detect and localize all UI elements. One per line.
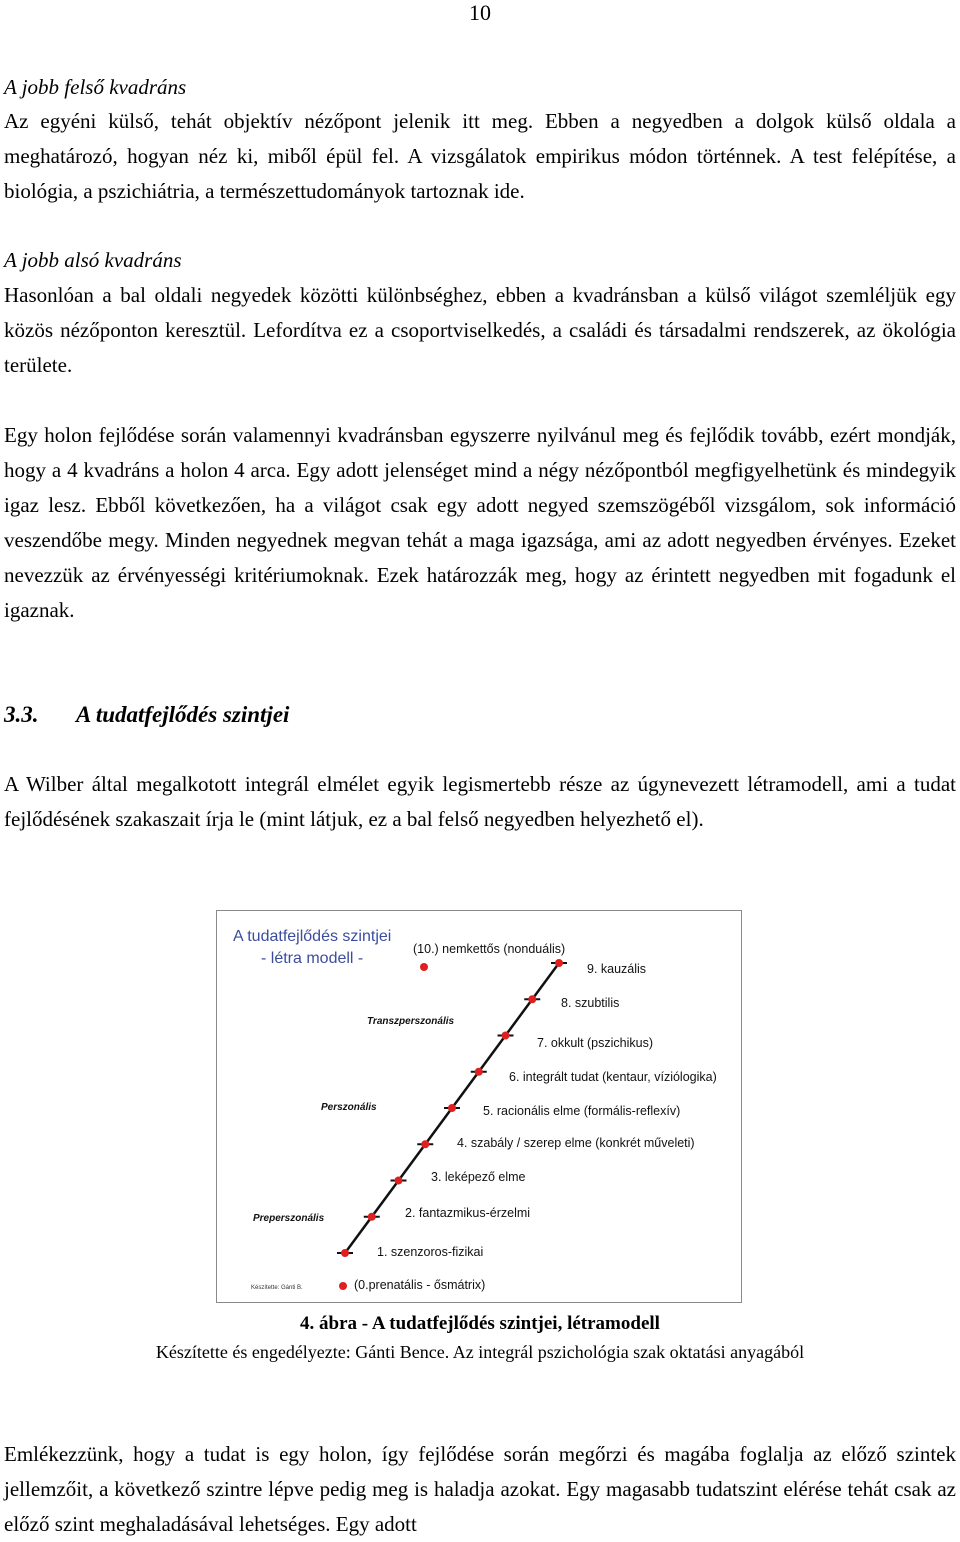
level-4-label: 4. szabály / szerep elme (konkrét műveleti) [457, 1136, 695, 1150]
figure-author-small: Készítette: Gánti B. [251, 1285, 303, 1291]
level-8-dot [528, 995, 536, 1003]
level-7-dot [502, 1032, 510, 1040]
figure-title-line1: A tudatfejlődés szintjei [233, 928, 392, 945]
level-2-dot [368, 1213, 376, 1221]
paragraph-lower-right: Hasonlóan a bal oldali negyedek közötti különbséghez, ebben a kvadránsban a külső világot szemléljük egy közös nézőponton keresztül. Lefordítva ez a csoportviselkedés, a családi és társadalmi rendszerek, az ökológia területe. [4, 283, 956, 377]
page-number: 10 [469, 0, 491, 25]
group-label-transpersonal: Transzperszonális [367, 1016, 455, 1027]
level-3-label: 3. leképező elme [431, 1170, 526, 1184]
group-label-personal: Perszonális [321, 1102, 377, 1113]
section-title: A tudatfejlődés szintjei [76, 702, 290, 727]
level-0-label: (0.prenatális - ősmátrix) [354, 1278, 486, 1292]
level-5-dot [448, 1104, 456, 1112]
paragraph-holon: Egy holon fejlődése során valamennyi kvadránsban egyszerre nyilvánul meg és fejlődik tovább, ezért mondják, hogy a 4 kvadráns a holon 4 arca. Egy adott jelenséget mind a négy nézőpontból megfigyelhetünk és mindegyik igaz lesz. Ebből következően, ha a világot csak egy adott negyed szemszögéből vizsgálom, sok információ veszendőbe megy. Minden negyednek megvan tehát a maga igazsága, ami az adott negyedben érvényes. Ezeket nevezzük az érvényességi kritériumoknak. Ezek határozzák meg, hogy az érintett negyedben mit fogadunk el igaznak. [4, 423, 956, 622]
level-9-label: 9. kauzális [587, 962, 647, 976]
paragraph-wilber: A Wilber által megalkotott integrál elmélet egyik legismertebb része az úgynevezett létramodell, ami a tudat fejlődésének szakaszait írja le (mint látjuk, ez a bal felső negyedben helyezhető el). [4, 772, 956, 831]
section-number: 3.3. [4, 702, 39, 727]
level-3-dot [395, 1177, 403, 1185]
level-1-label: 1. szenzoros-fizikai [377, 1245, 484, 1259]
ladder-model-diagram [217, 911, 741, 1302]
level-6-dot [475, 1068, 483, 1076]
level-4-dot [421, 1140, 429, 1148]
paragraph-upper-right: Az egyéni külső, tehát objektív nézőpont jelenik itt meg. Ebben a negyedben a dolgok külső oldala a meghatározó, hogyan néz ki, miből épül fel. A vizsgálatok empirikus módon történnek. A test felépítése, a biológia, a pszichiátria, a természettudományok tartoznak ide. [4, 109, 956, 203]
figure-caption: 4. ábra - A tudatfejlődés szintjei, létramodell [300, 1313, 660, 1334]
level-5-label: 5. racionális elme (formális-reflexív) [483, 1104, 681, 1118]
level-6-label: 6. integrált tudat (kentaur, víziólogika) [509, 1070, 717, 1084]
group-label-prepersonal: Preperszonális [253, 1213, 325, 1224]
level-1-dot [341, 1249, 349, 1257]
section-heading-lower-right: A jobb alsó kvadráns [4, 248, 182, 272]
level-10-label: (10.) nemkettős (nonduális) [413, 942, 566, 956]
section-heading-upper-right: A jobb felső kvadráns [4, 75, 187, 99]
figure-credit: Készítette és engedélyezte: Gánti Bence. Az integrál pszichológia szak oktatási anyagából [155, 1342, 805, 1362]
ladder-model-figure [216, 910, 742, 1303]
level-9-dot [555, 959, 563, 967]
level-10-dot [420, 963, 428, 971]
level-0-dot [339, 1282, 347, 1290]
level-7-label: 7. okkult (pszichikus) [537, 1036, 654, 1050]
level-2-label: 2. fantazmikus-érzelmi [405, 1206, 531, 1220]
section-heading-3-3 [4, 697, 289, 733]
figure-title-line2: - létra modell - [261, 950, 364, 967]
level-8-label: 8. szubtilis [561, 996, 620, 1010]
paragraph-closing: Emlékezzünk, hogy a tudat is egy holon, így fejlődése során megőrzi és magába foglalja az előző szintek jellemzőit, a következő szintre lépve pedig meg is haladja azokat. Egy magasabb tudatszint elérése tehát csak az előző szint meghaladásával lehetséges. Egy adott [4, 1442, 956, 1536]
